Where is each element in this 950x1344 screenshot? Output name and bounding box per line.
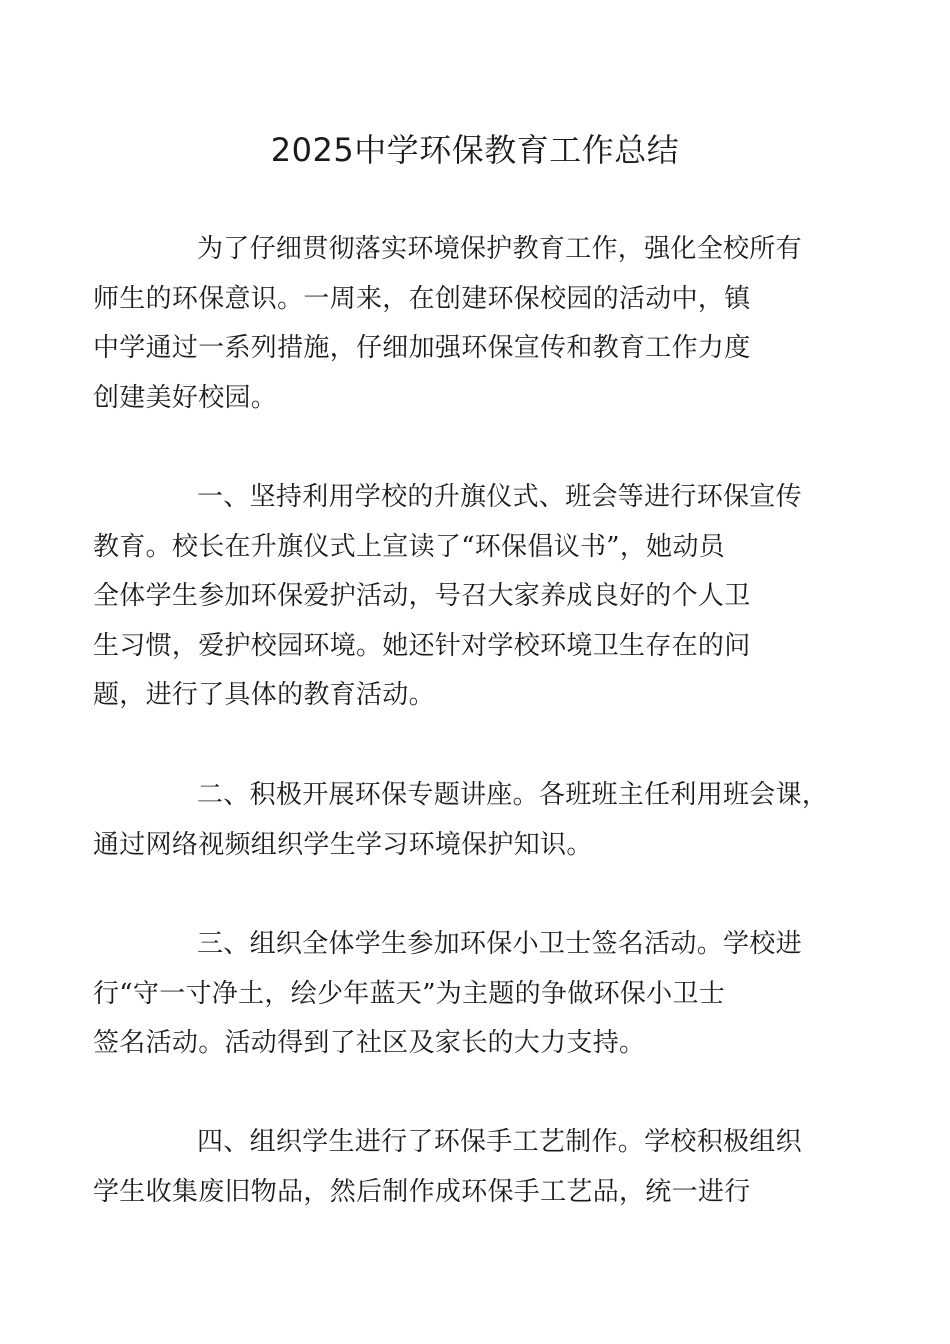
paragraph-line: 中学通过一系列措施，仔细加强环保宣传和教育工作力度 bbox=[93, 333, 751, 363]
paragraph-line: 教育。校长在升旗仪式上宣读了“环保倡议书”，她动员 bbox=[93, 531, 726, 562]
paragraph-line: 创建美好校园。 bbox=[93, 382, 278, 413]
paragraph-section-3 bbox=[93, 920, 810, 1069]
paragraph-section-4 bbox=[93, 1118, 810, 1217]
paragraph-line: 一、坚持利用学校的升旗仪式、班会等进行环保宣传 bbox=[197, 482, 802, 512]
paragraph-line: 学生收集废旧物品，然后制作成环保手工艺品，统一进行 bbox=[93, 1176, 751, 1207]
paragraph-intro bbox=[93, 225, 810, 423]
paragraph-line: 二、积极开展环保专题讲座。各班班主任利用班会课， bbox=[197, 780, 829, 810]
paragraph-line: 题，进行了具体的教育活动。 bbox=[93, 680, 435, 710]
paragraph-line: 为了仔细贯彻落实环境保护教育工作，强化全校所有 bbox=[197, 234, 802, 264]
paragraph-line: 四、组织学生进行了环保手工艺制作。学校积极组织 bbox=[197, 1127, 802, 1157]
document-title: 2025中学环保教育工作总结 bbox=[270, 131, 680, 169]
paragraph-section-1 bbox=[93, 473, 810, 721]
paragraph-line: 签名活动。活动得到了社区及家长的大力支持。 bbox=[93, 1028, 646, 1058]
paragraph-line: 生习惯，爱护校园环境。她还针对学校环境卫生存在的问 bbox=[93, 630, 751, 661]
paragraph-line: 三、组织全体学生参加环保小卫士签名活动。学校进 bbox=[197, 929, 802, 959]
paragraph-line: 师生的环保意识。一周来，在创建环保校园的活动中，镇 bbox=[93, 283, 751, 314]
paragraph-line: 通过网络视频组织学生学习环境保护知识。 bbox=[93, 829, 593, 860]
paragraph-line: 全体学生参加环保爱护活动，号召大家养成良好的个人卫 bbox=[93, 581, 751, 611]
paragraph-section-2 bbox=[93, 771, 829, 870]
paragraph-line: 行“守一寸净土，绘少年蓝天”为主题的争做环保小卫士 bbox=[93, 978, 726, 1009]
